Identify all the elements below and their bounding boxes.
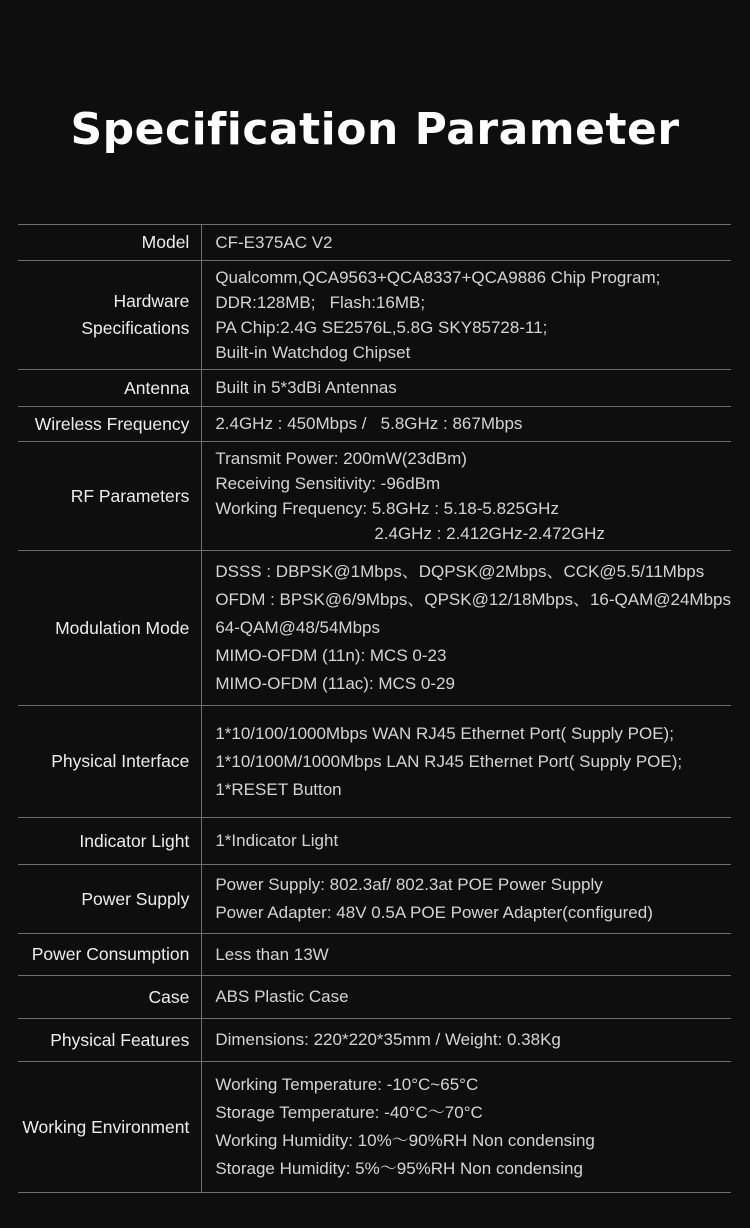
spec-value-line: DDR:128MB; Flash:16MB;: [215, 293, 426, 312]
page-title: Specification Parameter: [70, 104, 680, 155]
spec-value-line: Working Frequency: 5.8GHz : 5.18-5.825GHz: [215, 499, 559, 518]
spec-value-line: Working Temperature: -10°C~65°C: [215, 1075, 479, 1094]
spec-value-line: 1*Indicator Light: [215, 831, 339, 850]
spec-row-indicator-light: [18, 818, 731, 865]
spec-table: [18, 224, 731, 1193]
spec-row-modulation-mode: [18, 551, 731, 706]
spec-row-physical-features: [18, 1019, 731, 1062]
spec-row-power-supply: [18, 865, 731, 934]
spec-label: Wireless Frequency: [18, 407, 202, 442]
spec-value-line: 2.4GHz : 2.412GHz-2.472GHz: [374, 524, 605, 543]
spec-value-line: 1*10/100M/1000Mbps LAN RJ45 Ethernet Port( Supply POE);: [215, 751, 683, 771]
spec-value-line: MIMO-OFDM (11n): MCS 0-23: [215, 646, 447, 665]
spec-value-line: DSSS : DBPSK@1Mbps、DQPSK@2Mbps、CCK@5.5/11Mbps: [215, 562, 705, 581]
spec-row-case: [18, 976, 731, 1019]
spec-value-line: Dimensions: 220*220*35mm / Weight: 0.38Kg: [215, 1030, 561, 1049]
spec-value: [202, 225, 731, 261]
spec-value-line: Transmit Power: 200mW(23dBm): [215, 449, 467, 468]
spec-value-line: Storage Humidity: 5%～95%RH Non condensing: [215, 1159, 583, 1178]
spec-value: [202, 865, 731, 934]
spec-value-line: Built in 5*3dBi Antennas: [215, 378, 397, 397]
spec-value-line: Working Humidity: 10%～90%RH Non condensing: [215, 1131, 595, 1150]
spec-value-line: 1*RESET Button: [215, 779, 342, 799]
spec-value: [202, 261, 731, 370]
spec-value-line: PA Chip:2.4G SE2576L,5.8G SKY85728-11;: [215, 318, 548, 337]
spec-label: Power Supply: [18, 865, 202, 934]
spec-label-line: Specifications: [81, 318, 190, 338]
spec-label: RF Parameters: [18, 442, 202, 551]
spec-value: [202, 976, 731, 1019]
spec-label: Power Consumption: [18, 934, 202, 976]
spec-label: Model: [18, 225, 202, 261]
spec-value-line: 64-QAM@48/54Mbps: [215, 618, 380, 637]
spec-label: Physical Features: [18, 1019, 202, 1062]
spec-label: Antenna: [18, 370, 202, 407]
spec-value-line: Storage Temperature: -40°C～70°C: [215, 1103, 483, 1122]
spec-value-line: Power Adapter: 48V 0.5A POE Power Adapter(configured): [215, 903, 653, 922]
spec-value: [202, 1019, 731, 1062]
spec-row-rf-parameters: [18, 442, 731, 551]
spec-label: Modulation Mode: [18, 551, 202, 706]
spec-value-line: 1*10/100/1000Mbps WAN RJ45 Ethernet Port( Supply POE);: [215, 723, 674, 743]
spec-row-model: [18, 225, 731, 261]
spec-value: [202, 706, 731, 818]
spec-value: [202, 407, 731, 442]
spec-row-working-environment: [18, 1062, 731, 1193]
spec-row-hardware: [18, 261, 731, 370]
spec-value: [202, 370, 731, 407]
spec-value-line: Qualcomm,QCA9563+QCA8337+QCA9886 Chip Program;: [215, 268, 661, 287]
spec-row-wireless-frequency: [18, 407, 731, 442]
spec-row-antenna: [18, 370, 731, 407]
spec-value: [202, 818, 731, 865]
spec-value: [202, 442, 731, 551]
spec-value-line: Power Supply: 802.3af/ 802.3at POE Power Supply: [215, 875, 603, 894]
spec-value-line: Less than 13W: [215, 944, 329, 964]
spec-value: [202, 934, 731, 976]
spec-label: Physical Interface: [18, 706, 202, 818]
spec-label: Indicator Light: [18, 818, 202, 865]
spec-value: [202, 1062, 731, 1193]
spec-value-line: OFDM : BPSK@6/9Mbps、QPSK@12/18Mbps、16-QAM@24Mbps: [215, 590, 731, 609]
spec-label: [18, 261, 202, 370]
spec-row-physical-interface: [18, 706, 731, 818]
spec-value-line: 2.4GHz : 450Mbps / 5.8GHz : 867Mbps: [215, 414, 523, 433]
spec-row-power-consumption: [18, 934, 731, 976]
spec-value-line: Receiving Sensitivity: -96dBm: [215, 474, 441, 493]
spec-label-line: Hardware: [113, 291, 190, 311]
spec-label: Working Environment: [18, 1062, 202, 1193]
spec-value-line: CF-E375AC V2: [215, 232, 333, 252]
spec-value-line: Built-in Watchdog Chipset: [215, 343, 411, 362]
spec-value-line: ABS Plastic Case: [215, 987, 349, 1006]
spec-label: Case: [18, 976, 202, 1019]
spec-value-line: MIMO-OFDM (11ac): MCS 0-29: [215, 674, 455, 693]
spec-value: [202, 551, 731, 706]
